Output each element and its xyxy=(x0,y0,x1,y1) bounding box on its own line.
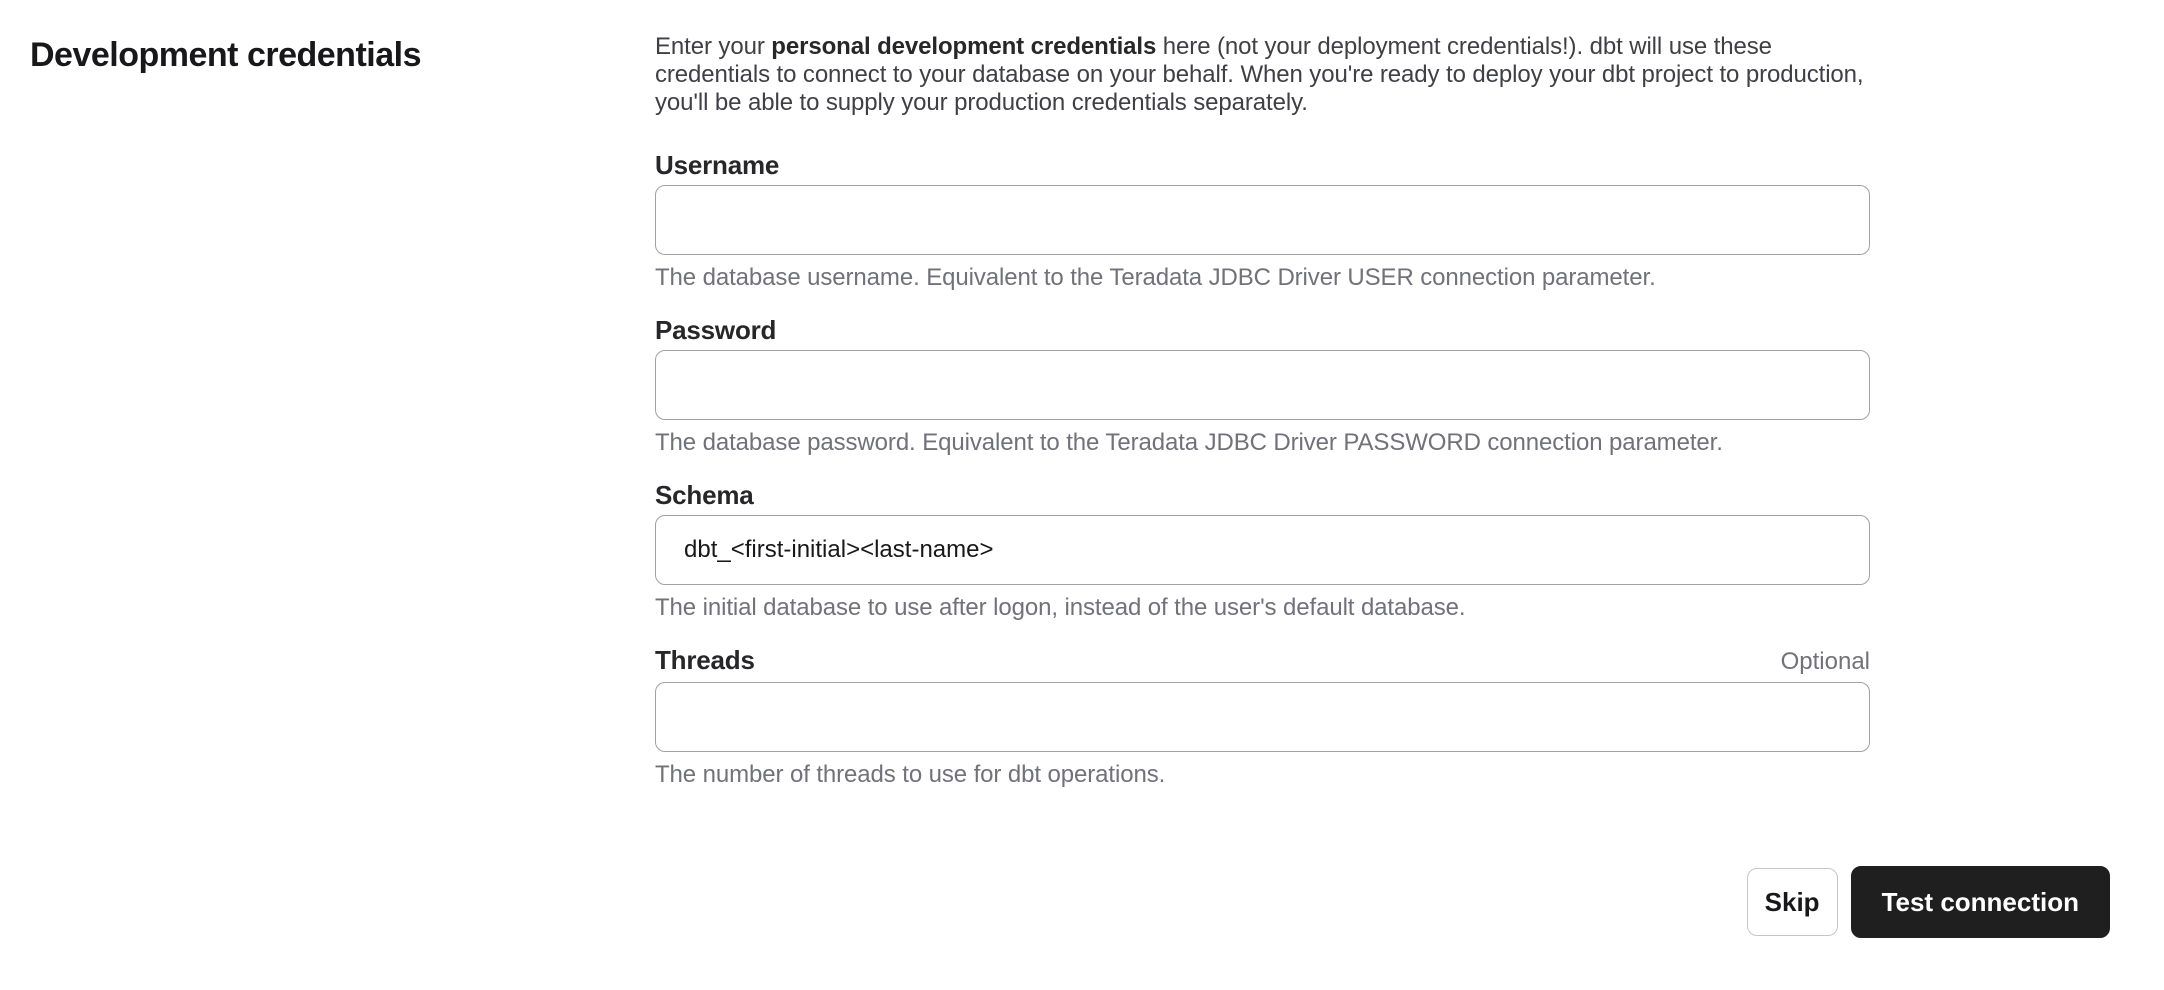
skip-button[interactable]: Skip xyxy=(1747,868,1838,936)
intro-paragraph xyxy=(655,33,1870,117)
threads-label: Threads xyxy=(655,645,755,675)
username-input[interactable] xyxy=(655,185,1870,255)
intro-text-bold: personal development credentials xyxy=(771,33,1157,60)
username-label-row xyxy=(655,150,1870,180)
footer-action-bar xyxy=(1747,866,2110,938)
field-group-username xyxy=(655,150,1870,292)
field-group-threads xyxy=(655,645,1870,789)
password-label-row xyxy=(655,315,1870,345)
threads-helper-text: The number of threads to use for dbt operations. xyxy=(655,761,1166,788)
username-label: Username xyxy=(655,150,780,180)
intro-text-after: here (not your deployment credentials!). dbt will use these credentials to connect to your database on your behalf. When you're ready to deploy your dbt project to production, you'll be able to supply your production credentials separately. xyxy=(655,33,1864,116)
threads-optional-badge: Optional xyxy=(1780,648,1870,675)
schema-input[interactable] xyxy=(655,515,1870,585)
schema-helper-text: The initial database to use after logon, instead of the user's default database. xyxy=(655,594,1466,621)
page-title: Development credentials xyxy=(30,36,421,74)
threads-label-row xyxy=(655,645,1870,677)
password-input[interactable] xyxy=(655,350,1870,420)
intro-text-before: Enter your xyxy=(655,33,772,60)
field-group-password xyxy=(655,315,1870,457)
field-group-schema xyxy=(655,480,1870,622)
schema-label-row xyxy=(655,480,1870,510)
schema-label: Schema xyxy=(655,480,754,510)
form-column xyxy=(655,33,1870,812)
threads-input[interactable] xyxy=(655,682,1870,752)
password-helper-text: The database password. Equivalent to the Teradata JDBC Driver PASSWORD connection parameter. xyxy=(655,429,1723,456)
username-helper-text: The database username. Equivalent to the Teradata JDBC Driver USER connection parameter. xyxy=(655,264,1656,291)
test-connection-button[interactable]: Test connection xyxy=(1851,866,2110,938)
password-label: Password xyxy=(655,315,777,345)
